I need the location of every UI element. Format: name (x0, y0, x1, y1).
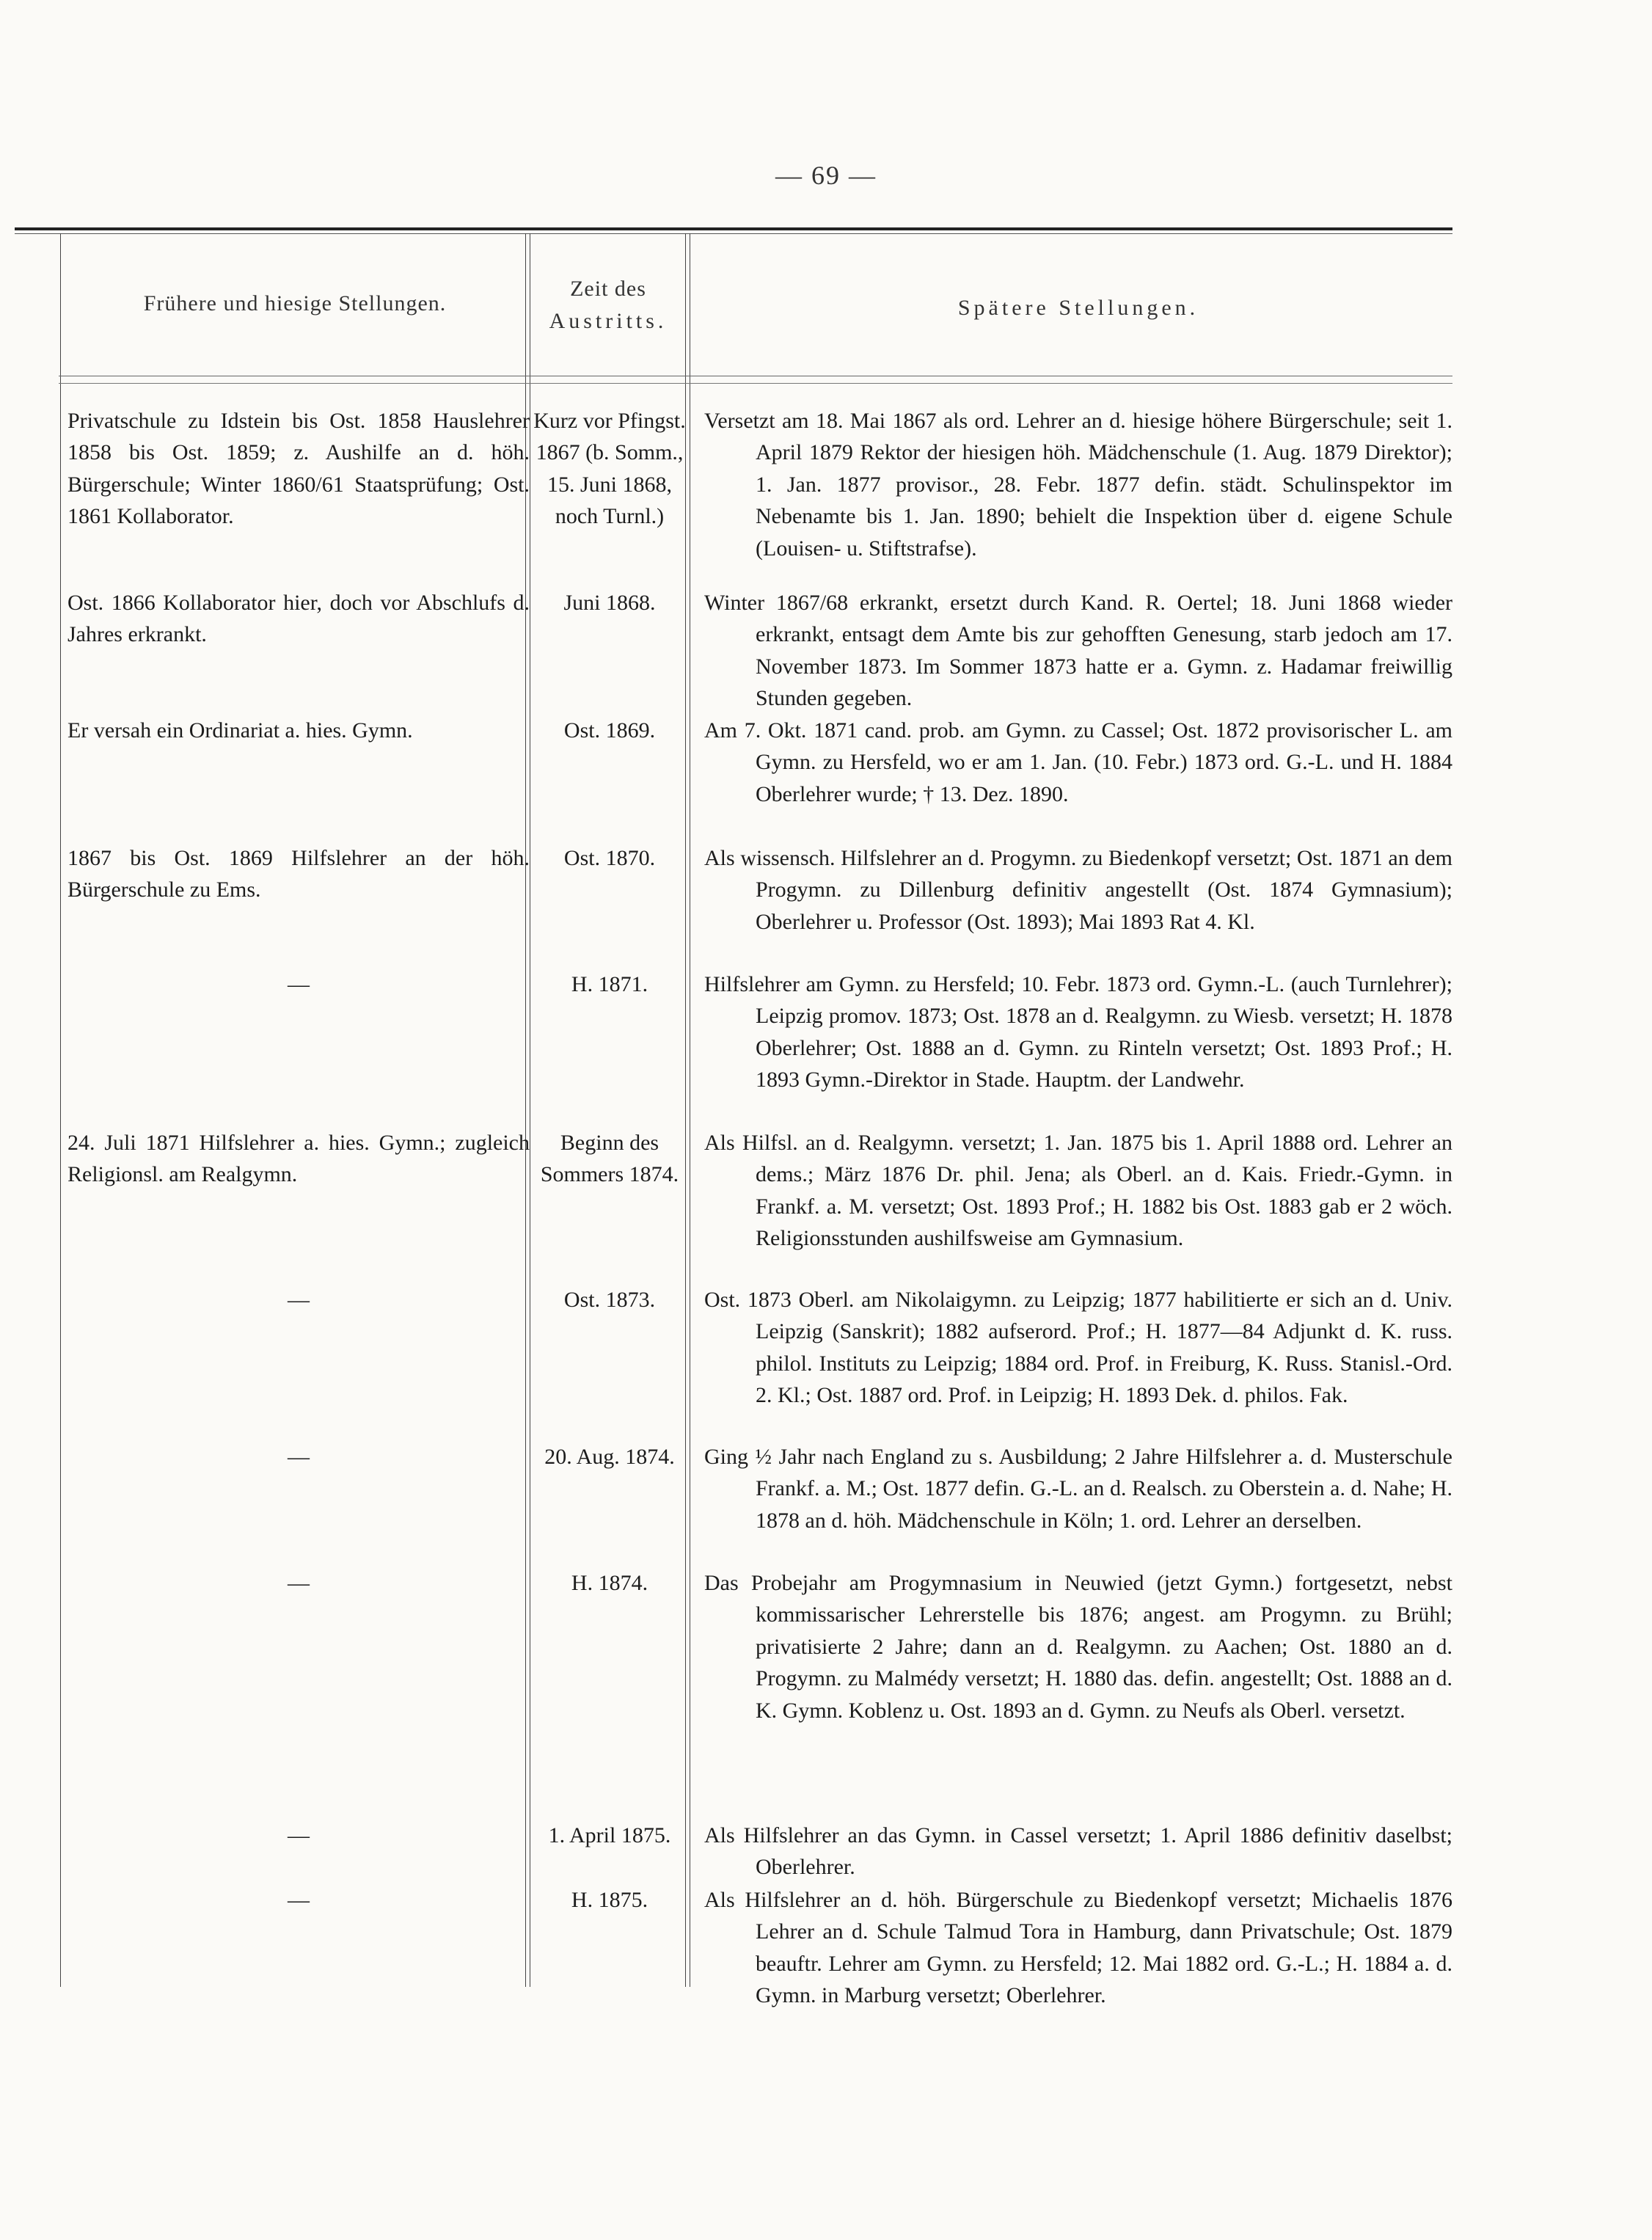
later-positions-cell: Als wissensch. Hilfslehrer an d. Progymn. zu Biedenkopf versetzt; Ost. 1871 an dem Progymn. zu Dillenburg definitiv angestellt (Ost. 1874 Gymnasium); Oberlehrer u. Professor (Ost. 1893); Mai 1893 Rat 4. Kl. (704, 846, 1452, 934)
exit-time-cell: H. 1875. (571, 1888, 648, 1912)
later-positions-cell: Das Probejahr am Progymnasium in Neuwied (jetzt Gymn.) fortgesetzt, nebst kommissarischer Lehrerstelle bis 1876; angest. am Progymn. zu Brühl; privatisierte 2 Jahre; dann an d. Realgymn. zu Aachen; Ost. 1880 an d. Progymn. zu Malmédy versetzt; H. 1880 das. defin. angestellt; Ost. 1888 an d. K. Gymn. Koblenz u. Ost. 1893 an d. Gymn. zu Neufs als Oberl. versetzt. (704, 1571, 1452, 1723)
exit-time-cell: Ost. 1869. (563, 718, 656, 743)
later-positions-cell: Als Hilfsl. an d. Realgymn. versetzt; 1. Jan. 1875 bis 1. April 1888 ord. Lehrer an dems.; März 1876 Dr. phil. Jena; als Oberl. an d. Kais. Friedr.-Gymn. in Frankf. a. M. versetzt; Ost. 1893 Prof.; H. 1882 bis Ost. 1883 gab er 2 wöch. Religionsstunden aushilfsweise am Gymnasium. (704, 1131, 1452, 1251)
later-positions-cell: Winter 1867/68 erkrankt, ersetzt durch Kand. R. Oertel; 18. Juni 1868 wieder erkrankt, entsagt dem Amte bis zur gehofften Genesung, starb jedoch am 17. November 1873. Im Sommer 1873 hatte er a. Gymn. z. Hadamar freiwillig Stunden gegeben. (704, 591, 1452, 711)
former-positions-cell: 24. Juli 1871 Hilfslehrer a. hies. Gymn.; zugleich Religionsl. am Realgymn. (67, 1131, 530, 1187)
header-later-positions: Spätere Stellungen. (957, 296, 1199, 320)
former-positions-cell: — (288, 1888, 310, 1912)
later-positions-cell: Ging ½ Jahr nach England zu s. Ausbildung; 2 Jahre Hilfslehrer a. d. Musterschule Frankf. a. M.; Ost. 1877 defin. G.-L. an d. Realsch. zu Oberstein a. d. Nahe; H. 1878 an d. höh. Mädchenschule in Köln; 1. ord. Lehrer an derselben. (704, 1445, 1452, 1533)
exit-time-cell: H. 1871. (571, 972, 648, 996)
top-rule-thin (15, 233, 1452, 234)
later-positions-cell: Als Hilfslehrer an d. höh. Bürgerschule zu Biedenkopf versetzt; Michaelis 1876 Lehrer an d. Schule Talmud Tora in Hamburg, dann Privatschule; Ost. 1879 beauftr. Lehrer am Gymn. zu Hersfeld; 12. Mai 1882 ord. G.-L.; H. 1884 a. d. Gymn. in Marburg versetzt; Oberlehrer. (704, 1888, 1452, 2008)
later-positions-cell: Versetzt am 18. Mai 1867 als ord. Lehrer an d. hiesige höhere Bürgerschule; seit 1. April 1879 Rektor der hiesigen höh. Mädchenschule (1. Aug. 1879 Direktor); 1. Jan. 1877 provisor., 28. Febr. 1877 defin. städt. Schulinspektor im Nebenamte bis 1. Jan. 1890; behielt die Inspektion über d. eigene Schule (Louisen- u. Stiftstrafse). (704, 409, 1452, 561)
later-positions-cell: Hilfslehrer am Gymn. zu Hersfeld; 10. Febr. 1873 ord. Gymn.-L. (auch Turnlehrer); Leipzig promov. 1873; Ost. 1878 an d. Realgymn. zu Wiesb. versetzt; H. 1878 Oberlehrer; Ost. 1888 an d. Gymn. zu Rinteln versetzt; Ost. 1893 Prof.; H. 1893 Gymn.-Direktor in Stade. Hauptm. der Landwehr. (704, 972, 1452, 1092)
former-positions-cell: — (288, 1288, 310, 1312)
former-positions-cell: — (288, 1571, 310, 1595)
former-positions-cell: Ost. 1866 Kollaborator hier, doch vor Abschlufs d. Jahres erkrankt. (67, 591, 530, 647)
former-positions-cell: Privatschule zu Idstein bis Ost. 1858 Hauslehrer 1858 bis Ost. 1859; z. Aushilfe an d. höh. Bürgerschule; Winter 1860/61 Staatsprüfung; Ost. 1861 Kollaborator. (67, 409, 530, 529)
exit-time-cell: Ost. 1873. (563, 1288, 656, 1312)
top-rule (15, 227, 1452, 230)
column-rule-left (60, 233, 61, 1987)
former-positions-cell: — (288, 972, 310, 996)
header-exit-time (531, 273, 685, 338)
former-positions-cell: — (288, 1445, 310, 1469)
exit-time-cell: 1. April 1875. (548, 1823, 671, 1847)
page-number: — 69 — (775, 161, 877, 190)
later-positions-cell: Am 7. Okt. 1871 cand. prob. am Gymn. zu Cassel; Ost. 1872 provisorischer L. am Gymn. zu Hersfeld, wo er am 1. Jan. (10. Febr.) 1873 ord. G.-L. und H. 1884 Oberlehrer wurde; † 13. Dez. 1890. (704, 718, 1452, 806)
exit-time-cell: 20. Aug. 1874. (544, 1445, 675, 1469)
exit-time-cell: Kurz vor Pfingst. 1867 (b. Somm., 15. Juni 1868, noch Turnl.) (533, 409, 686, 529)
former-positions-cell: 1867 bis Ost. 1869 Hilfslehrer an der höh. Bürgerschule zu Ems. (67, 846, 530, 902)
header-rule-2 (59, 383, 1452, 384)
exit-time-cell: Beginn des Sommers 1874. (540, 1131, 679, 1187)
former-positions-cell: Er versah ein Ordinariat a. hies. Gymn. (67, 718, 413, 743)
header-exit-line1: Zeit des (570, 277, 646, 301)
former-positions-cell: — (288, 1823, 310, 1847)
header-exit-line2: Austritts. (549, 309, 668, 333)
exit-time-cell: Juni 1868. (563, 591, 656, 615)
header-former-positions: Frühere und hiesige Stellungen. (143, 291, 447, 315)
later-positions-cell: Als Hilfslehrer an das Gymn. in Cassel versetzt; 1. April 1886 definitiv daselbst; Oberlehrer. (704, 1823, 1452, 1880)
later-positions-cell: Ost. 1873 Oberl. am Nikolaigymn. zu Leipzig; 1877 habilitierte er sich an d. Univ. Leipzig (Sanskrit); 1882 aufserord. Prof.; H. 1877—84 Adjunkt d. K. russ. philol. Instituts zu Leipzig; 1884 ord. Prof. in Freiburg, K. Russ. Stanisl.-Ord. 2. Kl.; Ost. 1887 ord. Prof. in Leipzig; H. 1893 Dek. d. philos. Fak. (704, 1288, 1452, 1408)
exit-time-cell: Ost. 1870. (563, 846, 656, 870)
exit-time-cell: H. 1874. (571, 1571, 648, 1595)
